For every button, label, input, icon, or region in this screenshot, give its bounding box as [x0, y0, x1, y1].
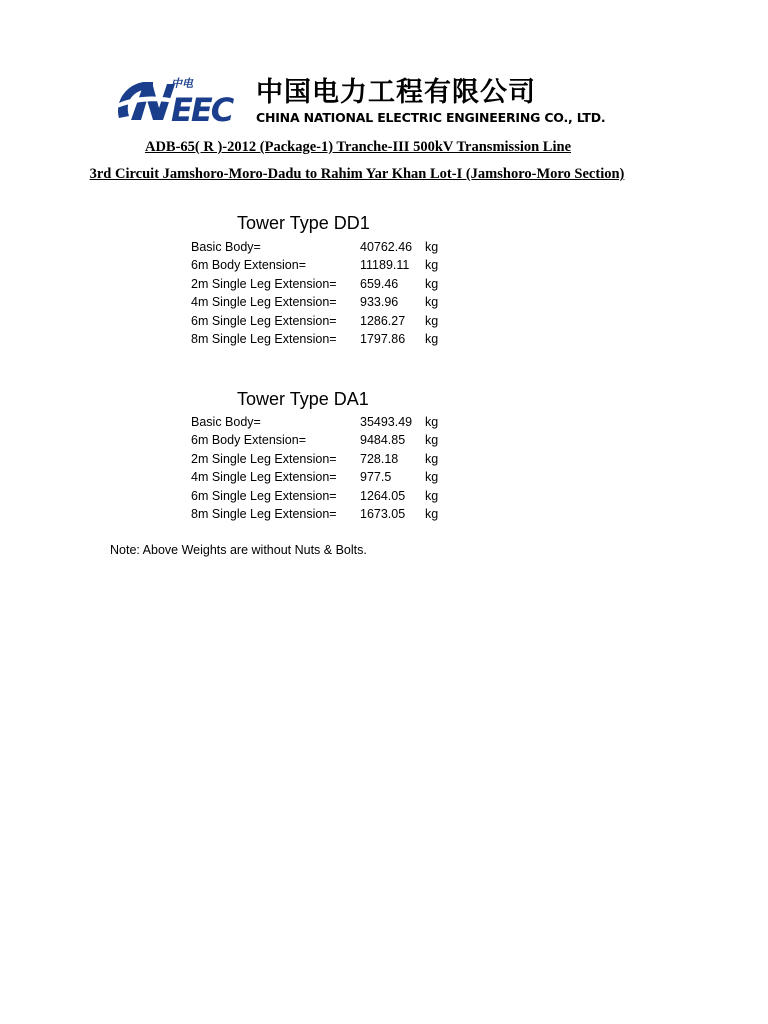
row-label: 4m Single Leg Extension=: [191, 295, 337, 310]
weights-table-dd1: [191, 238, 455, 348]
row-label: 6m Body Extension=: [191, 258, 306, 273]
row-unit: kg: [425, 488, 439, 503]
project-subtitle: 3rd Circuit Jamshoro-Moro-Dadu to Rahim Yar Khan Lot-I (Jamshoro-Moro Section): [89, 166, 625, 182]
table-row: [191, 330, 455, 348]
row-unit: kg: [425, 451, 439, 466]
row-label: 6m Body Extension=: [191, 433, 306, 448]
table-row: [191, 293, 455, 311]
row-value: 659.46: [360, 276, 399, 291]
table-row: [191, 238, 455, 256]
row-label: 6m Single Leg Extension=: [191, 488, 337, 503]
row-unit: kg: [425, 295, 439, 310]
company-logo: [113, 74, 606, 130]
table-row: [191, 505, 455, 523]
row-unit: kg: [425, 415, 439, 429]
row-unit: kg: [425, 507, 439, 522]
tower-title-da1: Tower Type DA1: [237, 389, 369, 409]
svg-text:EEC: EEC: [171, 91, 233, 128]
table-row: [191, 413, 455, 431]
row-unit: kg: [425, 470, 439, 485]
row-value: 40762.46: [360, 240, 413, 254]
row-unit: kg: [425, 433, 439, 448]
row-unit: kg: [425, 258, 439, 273]
table-row: [191, 431, 455, 449]
svg-text:中电: 中电: [171, 77, 193, 90]
table-row: [191, 468, 455, 486]
row-unit: kg: [425, 332, 439, 347]
row-label: Basic Body=: [191, 240, 261, 254]
project-title: ADB-65( R )-2012 (Package-1) Tranche-III 500kV Transmission Line: [144, 139, 571, 155]
row-value: 933.96: [360, 295, 399, 310]
ceec-logo-mark: [113, 74, 243, 128]
company-name-chinese: 中国电力工程有限公司: [256, 77, 536, 108]
row-value: 728.18: [360, 451, 399, 466]
table-row: [191, 450, 455, 468]
row-label: Basic Body=: [191, 415, 261, 429]
row-value: 35493.49: [360, 415, 413, 429]
table-row: [191, 256, 455, 274]
row-value: 1797.86: [360, 332, 406, 347]
weights-table-da1: [191, 413, 455, 523]
table-row: [191, 275, 455, 293]
tower-title-dd1: Tower Type DD1: [237, 213, 370, 233]
row-unit: kg: [425, 313, 439, 328]
row-value: 1286.27: [360, 313, 406, 328]
table-row: [191, 487, 455, 505]
row-unit: kg: [425, 276, 439, 291]
row-label: 8m Single Leg Extension=: [191, 332, 337, 347]
row-label: 4m Single Leg Extension=: [191, 470, 337, 485]
row-unit: kg: [425, 240, 439, 254]
row-value: 1264.05: [360, 488, 406, 503]
row-value: 977.5: [360, 470, 392, 485]
row-label: 2m Single Leg Extension=: [191, 276, 337, 291]
row-label: 6m Single Leg Extension=: [191, 313, 337, 328]
row-label: 8m Single Leg Extension=: [191, 507, 337, 522]
row-value: 1673.05: [360, 507, 406, 522]
weights-note: Note: Above Weights are without Nuts & Bolts.: [110, 543, 367, 557]
table-row: [191, 312, 455, 330]
row-value: 9484.85: [360, 433, 406, 448]
row-label: 2m Single Leg Extension=: [191, 451, 337, 466]
row-value: 11189.11: [360, 258, 410, 273]
company-name-english: CHINA NATIONAL ELECTRIC ENGINEERING CO., LTD.: [256, 110, 606, 125]
